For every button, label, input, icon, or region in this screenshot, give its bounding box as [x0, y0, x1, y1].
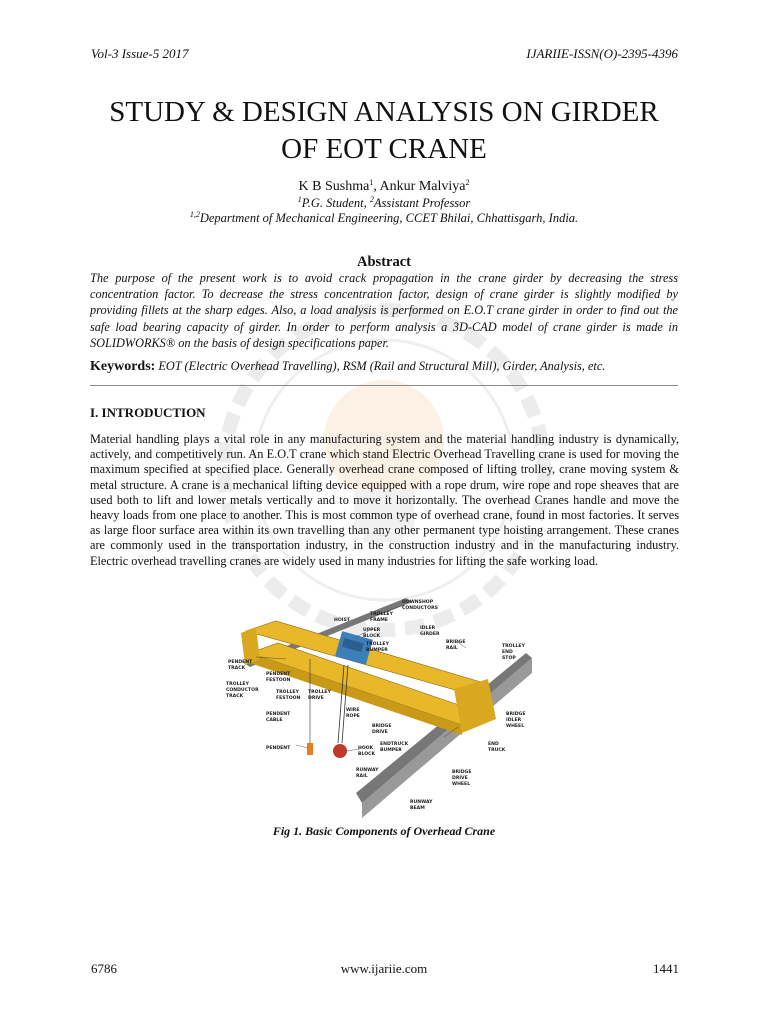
affiliation-superscript: 1,2 [189, 210, 200, 219]
author-name: K B Sushma [298, 179, 370, 194]
label-pendent-festoon: FESTOON [266, 678, 291, 683]
journal-volume-issue: Vol-3 Issue-5 2017 [91, 46, 189, 61]
label-trolley-end-stop: END [502, 650, 513, 655]
label-trolley-frame: FRAME [370, 618, 388, 623]
label-pendent-track: PENDENT [228, 660, 253, 665]
label-bridge-rail: BRIDGE [446, 640, 466, 645]
label-downshop: DOWNSHOP [402, 600, 434, 605]
label-bridge-rail: RAIL [446, 646, 458, 651]
label-runway-rail: RAIL [356, 774, 368, 779]
footer-page-code: 6786 [91, 961, 117, 976]
footer-website[interactable]: www.ijariie.com [340, 961, 428, 976]
label-trolley-conductor: TRACK [226, 694, 244, 699]
author-affiliation [0, 210, 768, 226]
introduction-heading: I. INTRODUCTION [90, 405, 206, 420]
label-bridge-drive: BRIDGE [372, 724, 392, 729]
author-superscript: 1 [369, 178, 374, 187]
label-trolley-conductor: TROLLEY [226, 682, 249, 687]
label-trolley-end-stop: TROLLEY [502, 644, 525, 649]
label-bridge-drive-wheel: WHEEL [452, 782, 471, 787]
label-trolley-frame: TROLLEY [370, 612, 393, 617]
title-line-2: OF EOT CRANE [281, 133, 487, 165]
overhead-crane-figure [226, 593, 536, 818]
author-list [0, 178, 768, 195]
label-bridge-idler-wheel: BRIDGE [506, 712, 526, 717]
label-end-truck: END [488, 742, 499, 747]
affiliation-superscript: 2 [369, 195, 374, 204]
label-pendent-festoon: PENDENT [266, 672, 291, 677]
affiliation-text: Department of Mechanical Engineering, CCET Bhilai, Chhattisgarh, India. [199, 211, 579, 225]
keywords-line [90, 359, 680, 375]
label-upper-block: UPPER [363, 628, 381, 633]
abstract-body: The purpose of the present work is to avoid crack propagation in the crane girder by decreasing the stress concentration factor. To decrease the stress concentration factor, design of crane girder is slightly modified by providing fillets at the sharp edges. Also, a load analysis is performed on E.O.T crane girder in order to find out the safe load bearing capacity of girder. In order to perform analysis a 3D-CAD model of crane girder is made in SOLIDWORKS® on the basis of design specifications paper. [90, 271, 678, 350]
label-pendent-cable: CABLE [266, 718, 283, 723]
label-bridge-idler-wheel: IDLER [506, 718, 522, 723]
keywords-text: EOT (Electric Overhead Travelling), RSM (Rail and Structural Mill), Girder, Analysis, etc. [158, 359, 606, 373]
affiliation-text: Assistant Professor [373, 196, 471, 210]
label-pendent: PENDENT [266, 746, 291, 751]
label-hoist: HOIST [334, 618, 350, 623]
abstract-heading: Abstract [357, 254, 411, 270]
author-roles [0, 195, 768, 211]
label-pendent-track: TRACK [228, 666, 246, 671]
label-trolley-drive: DRIVE [308, 696, 324, 701]
label-bridge-drive-wheel: BRIDGE [452, 770, 472, 775]
label-idler-girder: IDLER [420, 626, 436, 631]
footer-page-number: 1441 [653, 961, 679, 976]
introduction-body: Material handling plays a vital role in any manufacturing system and the material handling industry is dynamically, actively, and competitively run. An E.O.T crane which stand Electric Overhead Travelling crane is used for moving the maximum specified at specified place. Generally overhead crane composed of lifting trolley, crane moving system & metal structure. A crane is a mechanical lifting device equipped with a rope drum, wire rope and rope sheaves that are used both to lift and lower metals vertically and to move it horizontally. The overhead Cranes handle and move the heavy loads from one place to another. This is most common type of overhead crane, found in most factories. It serves as large floor surface area within its own travelling than any other permanent type hoisting arrangement. These cranes are commonly used in the transportation industry, in the construction industry and in the manufacturing industry. Electric overhead travelling cranes are widely used in many industries for lifting the safe working load. [90, 432, 679, 568]
label-trolley-conductor: CONDUCTOR [226, 688, 259, 693]
keywords-label: Keywords: [90, 359, 156, 374]
label-wire-rope: WIRE [346, 708, 360, 713]
label-upper-block: BLOCK [363, 634, 381, 639]
label-trolley-bumper: BUMPER [366, 648, 388, 653]
label-wire-rope: ROPE [346, 714, 360, 719]
label-conductors: CONDUCTORS [402, 606, 438, 611]
label-runway-beam: BEAM [410, 806, 425, 811]
label-hook-block: BLOCK [358, 752, 376, 757]
pendent-control [307, 743, 313, 755]
hook-block [333, 744, 347, 758]
paper-title [60, 94, 708, 168]
label-endtruck-bumper: ENDTRUCK [380, 742, 409, 747]
label-trolley-festoon: TROLLEY [276, 690, 299, 695]
affiliation-text: P.G. Student, [301, 196, 370, 210]
label-bridge-drive-wheel: DRIVE [452, 776, 468, 781]
label-trolley-end-stop: STOP [502, 656, 516, 661]
label-pendent-cable: PENDENT [266, 712, 291, 717]
author-name: Ankur Malviya [379, 179, 466, 194]
label-runway-beam: RUNWAY [410, 800, 433, 805]
label-hook-block: HOOK [358, 746, 374, 751]
author-separator: , [373, 179, 380, 194]
label-runway-rail: RUNWAY [356, 768, 379, 773]
title-line-1: STUDY & DESIGN ANALYSIS ON GIRDER [109, 96, 659, 128]
label-trolley-drive: TROLLEY [308, 690, 331, 695]
author-superscript: 2 [465, 178, 470, 187]
label-bridge-drive: DRIVE [372, 730, 388, 735]
label-end-truck: TRUCK [488, 748, 506, 753]
label-trolley-bumper: TROLLEY [366, 642, 389, 647]
section-divider [90, 385, 678, 386]
label-idler-girder: GIRDER [420, 632, 440, 637]
label-endtruck-bumper: BUMPER [380, 748, 402, 753]
label-trolley-festoon: FESTOON [276, 696, 301, 701]
label-bridge-idler-wheel: WHEEL [506, 724, 525, 729]
journal-issn: IJARIIE-ISSN(O)-2395-4396 [526, 46, 678, 61]
affiliation-superscript: 1 [297, 195, 302, 204]
figure-caption: Fig 1. Basic Components of Overhead Crane [272, 824, 496, 838]
